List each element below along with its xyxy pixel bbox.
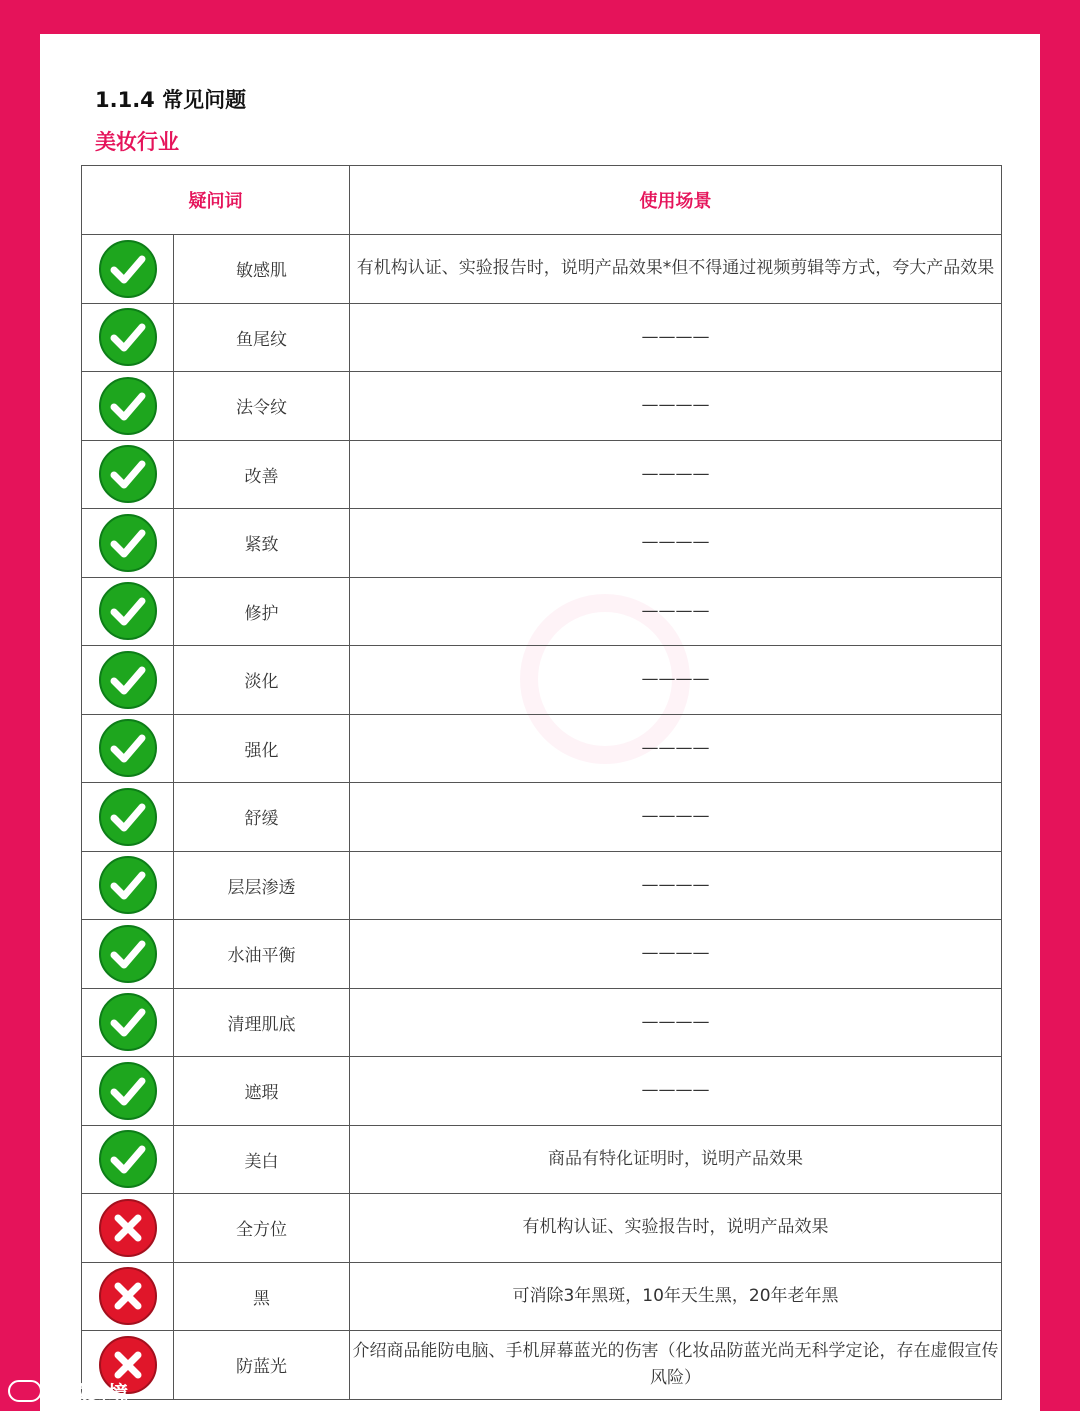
logo-mark-icon [8,1380,42,1402]
header-usage: 使用场景 [350,166,1002,235]
keyword-cell: 舒缓 [174,783,350,852]
check-icon [99,377,157,435]
usage-cell: 商品有特化证明时，说明产品效果 [350,1125,1002,1194]
usage-cell: ———— [350,851,1002,920]
table-row [82,1262,1002,1331]
table-row [82,920,1002,989]
keyword-cell: 敏感肌 [174,235,350,304]
keyword-cell: 鱼尾纹 [174,303,350,372]
table-row [82,1125,1002,1194]
logo-text: 大数跨境 [48,1380,128,1405]
usage-cell: 有机构认证、实验报告时，说明产品效果 [350,1194,1002,1263]
table-row [82,1057,1002,1126]
check-icon [99,240,157,298]
document-page [40,34,1040,1411]
check-icon [99,1130,157,1188]
usage-cell: ———— [350,988,1002,1057]
table-row [82,783,1002,852]
check-icon [99,582,157,640]
status-cell [82,1057,174,1126]
usage-cell: ———— [350,509,1002,578]
check-icon [99,514,157,572]
table-row [82,372,1002,441]
usage-cell: ———— [350,920,1002,989]
usage-cell: 介绍商品能防电脑、手机屏幕蓝光的伤害（化妆品防蓝光尚无科学定论，存在虚假宣传风险） [350,1331,1002,1400]
check-icon [99,1062,157,1120]
table-row [82,988,1002,1057]
keyword-table [81,165,1002,1400]
usage-cell: ———— [350,303,1002,372]
table-row [82,440,1002,509]
table-header-row [82,166,1002,235]
keyword-cell: 清理肌底 [174,988,350,1057]
keyword-cell: 修护 [174,577,350,646]
status-cell [82,1262,174,1331]
cross-icon [99,1267,157,1325]
keyword-cell: 紧致 [174,509,350,578]
status-cell [82,646,174,715]
section-heading: 1.1.4 常见问题 [95,88,247,112]
header-keyword: 疑问词 [82,166,350,235]
check-icon [99,719,157,777]
status-cell [82,372,174,441]
keyword-cell: 遮瑕 [174,1057,350,1126]
keyword-cell: 强化 [174,714,350,783]
check-icon [99,651,157,709]
usage-cell: ———— [350,714,1002,783]
usage-cell: ———— [350,372,1002,441]
status-cell [82,714,174,783]
keyword-cell: 法令纹 [174,372,350,441]
keyword-cell: 水油平衡 [174,920,350,989]
keyword-cell: 美白 [174,1125,350,1194]
usage-cell: ———— [350,1057,1002,1126]
keyword-cell: 淡化 [174,646,350,715]
table-row [82,714,1002,783]
status-cell [82,920,174,989]
keyword-cell: 全方位 [174,1194,350,1263]
keyword-cell: 黑 [174,1262,350,1331]
status-cell [82,303,174,372]
keyword-cell: 层层渗透 [174,851,350,920]
check-icon [99,856,157,914]
table-row [82,509,1002,578]
status-cell [82,1125,174,1194]
cross-icon [99,1199,157,1257]
check-icon [99,993,157,1051]
status-cell [82,440,174,509]
table-row [82,235,1002,304]
table-row [82,1194,1002,1263]
check-icon [99,445,157,503]
usage-cell: ———— [350,577,1002,646]
keyword-cell: 防蓝光 [174,1331,350,1400]
usage-cell: ———— [350,440,1002,509]
table-row [82,1331,1002,1400]
table-row [82,577,1002,646]
check-icon [99,308,157,366]
status-cell [82,851,174,920]
table-row [82,303,1002,372]
status-cell [82,509,174,578]
check-icon [99,925,157,983]
check-icon [99,788,157,846]
usage-cell: 有机构认证、实验报告时，说明产品效果*但不得通过视频剪辑等方式，夸大产品效果 [350,235,1002,304]
status-cell [82,235,174,304]
industry-subheading: 美妆行业 [95,130,179,154]
status-cell [82,1194,174,1263]
usage-cell: ———— [350,646,1002,715]
status-cell [82,783,174,852]
status-cell [82,577,174,646]
usage-cell: ———— [350,783,1002,852]
table-row [82,851,1002,920]
table-row [82,646,1002,715]
status-cell [82,988,174,1057]
keyword-cell: 改善 [174,440,350,509]
usage-cell: 可消除3年黑斑，10年天生黑，20年老年黑 [350,1262,1002,1331]
corner-logo [8,1376,128,1406]
